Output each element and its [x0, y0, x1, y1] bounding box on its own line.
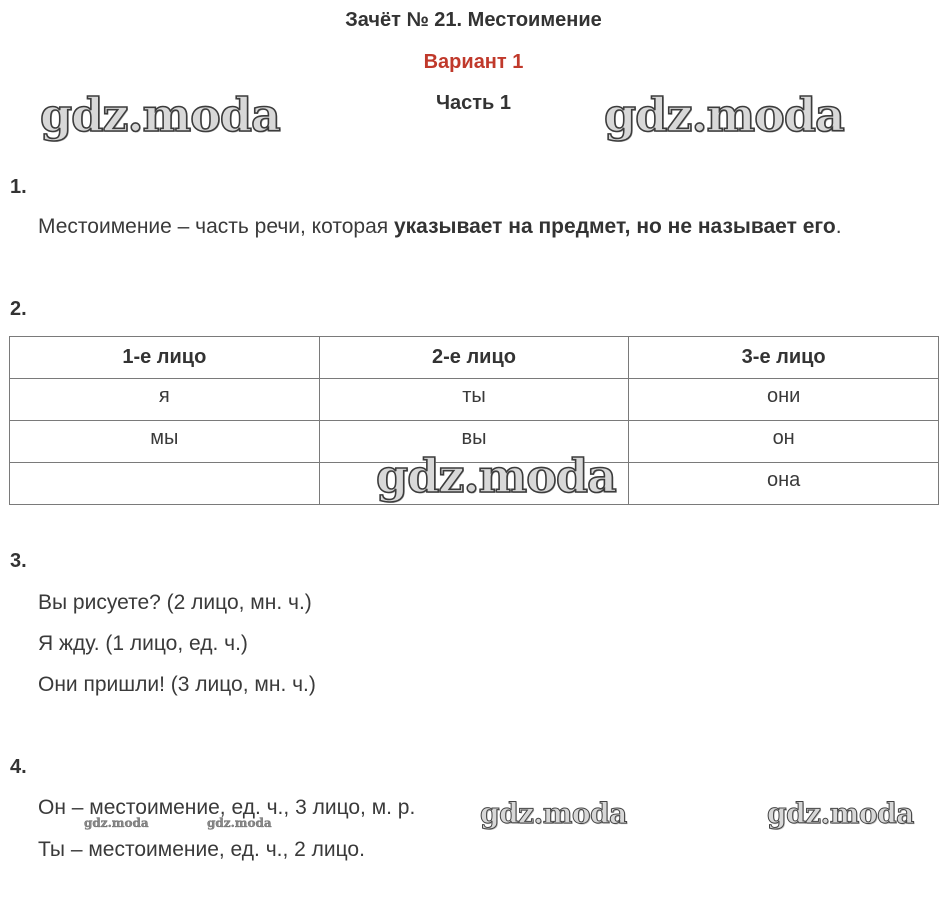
table-cell: ты [319, 379, 629, 421]
watermark-logo: gdz.moda [480, 797, 627, 830]
task4-line: Ты – местоимение, ед. ч., 2 лицо. [38, 838, 365, 861]
task-number: 1. [10, 176, 27, 198]
definition-bold-text: указывает на предмет, но не называет его [393, 215, 836, 238]
task3-line: Они пришли! (3 лицо, мн. ч.) [38, 673, 316, 696]
table-cell: она [629, 463, 939, 505]
task-number: 3. [10, 550, 27, 572]
column-header: 2-е лицо [319, 337, 629, 379]
task3-line: Я жду. (1 лицо, ед. ч.) [38, 632, 248, 655]
page-title: Зачёт № 21. Местоимение [345, 9, 602, 31]
table-cell: мы [10, 421, 320, 463]
watermark-logo: gdz.moda [604, 88, 844, 142]
column-header: 3-е лицо [629, 337, 939, 379]
table-cell: он [629, 421, 939, 463]
watermark-logo: gdz.moda [207, 816, 272, 830]
task4-line: Он – местоимение, ед. ч., 3 лицо, м. р. [38, 796, 416, 819]
task3-line: Вы рисуете? (2 лицо, мн. ч.) [38, 591, 312, 614]
definition-text: Местоимение – часть речи, которая [38, 215, 394, 238]
watermark-logo: gdz.moda [376, 449, 616, 503]
watermark-logo: gdz.moda [84, 816, 149, 830]
task1-definition [38, 215, 842, 239]
task-number: 4. [10, 756, 27, 778]
watermark-logo: gdz.moda [767, 797, 914, 830]
table-cell: они [629, 379, 939, 421]
column-header: 1-е лицо [10, 337, 320, 379]
table-cell [10, 463, 320, 505]
table-cell: вы [319, 421, 629, 463]
definition-period: . [835, 215, 842, 238]
variant-label: Вариант 1 [423, 51, 524, 73]
table-cell: я [10, 379, 320, 421]
part-label: Часть 1 [435, 92, 512, 114]
table-header-row [10, 337, 939, 379]
task-number: 2. [10, 298, 27, 320]
watermark-logo: gdz.moda [40, 88, 280, 142]
table-row [10, 379, 939, 421]
